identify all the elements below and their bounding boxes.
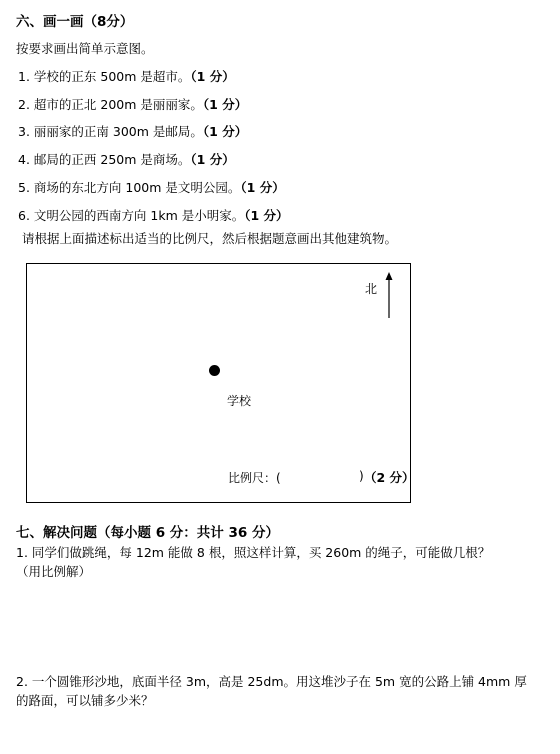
item-score: （1 分） — [202, 97, 248, 112]
item-text: 商场的东北方向 100m 是文明公园。 — [33, 180, 241, 195]
item-text: 邮局的正西 250m 是商场。 — [33, 152, 191, 167]
item-number: 4. — [18, 152, 30, 167]
scale-close-paren: ) — [359, 469, 364, 483]
school-dot-icon — [209, 365, 220, 376]
question-1-line2: （用比例解） — [16, 564, 92, 579]
section6-title: 六、画一画（8分） — [16, 14, 134, 30]
section6-intro: 按要求画出简单示意图。 — [16, 41, 154, 56]
list-item — [18, 206, 289, 224]
item-text: 学校的正东 500m 是超市。 — [33, 69, 191, 84]
item-score: （1 分） — [202, 124, 248, 139]
item-number: 6. — [18, 208, 30, 223]
item-score: （1 分） — [244, 208, 289, 223]
question-2-line2: 的路面，可以铺多少米？ — [16, 693, 154, 708]
item-number: 3. — [18, 124, 30, 139]
item-text: 丽丽家的正南 300m 是邮局。 — [33, 124, 203, 139]
scale-score: （2 分） — [364, 470, 415, 485]
list-item — [18, 95, 247, 113]
scale-label: 比例尺：( — [228, 471, 281, 485]
question-2-line1: 2. 一个圆锥形沙地，底面半径 3m，高是 25dm。用这堆沙子在 5m 宽的公路上铺 4mm 厚 — [16, 674, 527, 689]
item-text: 文明公园的西南方向 1km 是小明家。 — [33, 208, 245, 223]
list-item — [18, 178, 285, 196]
item-score: （1 分） — [190, 152, 235, 167]
question-1-line1: 1. 同学们做跳绳，每 12m 能做 8 根，照这样计算，买 260m 的绳子，可能做几根？ — [16, 545, 491, 560]
list-item — [18, 122, 247, 140]
item-number: 1. — [18, 69, 30, 84]
north-arrow-icon — [383, 272, 395, 318]
section6-instruction: 请根据上面描述标出适当的比例尺，然后根据题意画出其他建筑物。 — [22, 231, 398, 246]
map-drawing-area[interactable] — [26, 263, 415, 503]
item-number: 5. — [18, 180, 30, 195]
school-label: 学校 — [227, 394, 252, 408]
north-label: 北 — [365, 282, 378, 296]
item-score: （1 分） — [190, 69, 235, 84]
section7-title: 七、解决问题（每小题 6 分：共计 36 分） — [16, 525, 279, 541]
list-item — [18, 67, 235, 85]
item-number: 2. — [18, 97, 30, 112]
item-score: （1 分） — [240, 180, 285, 195]
list-item — [18, 150, 235, 168]
item-text: 超市的正北 200m 是丽丽家。 — [33, 97, 203, 112]
